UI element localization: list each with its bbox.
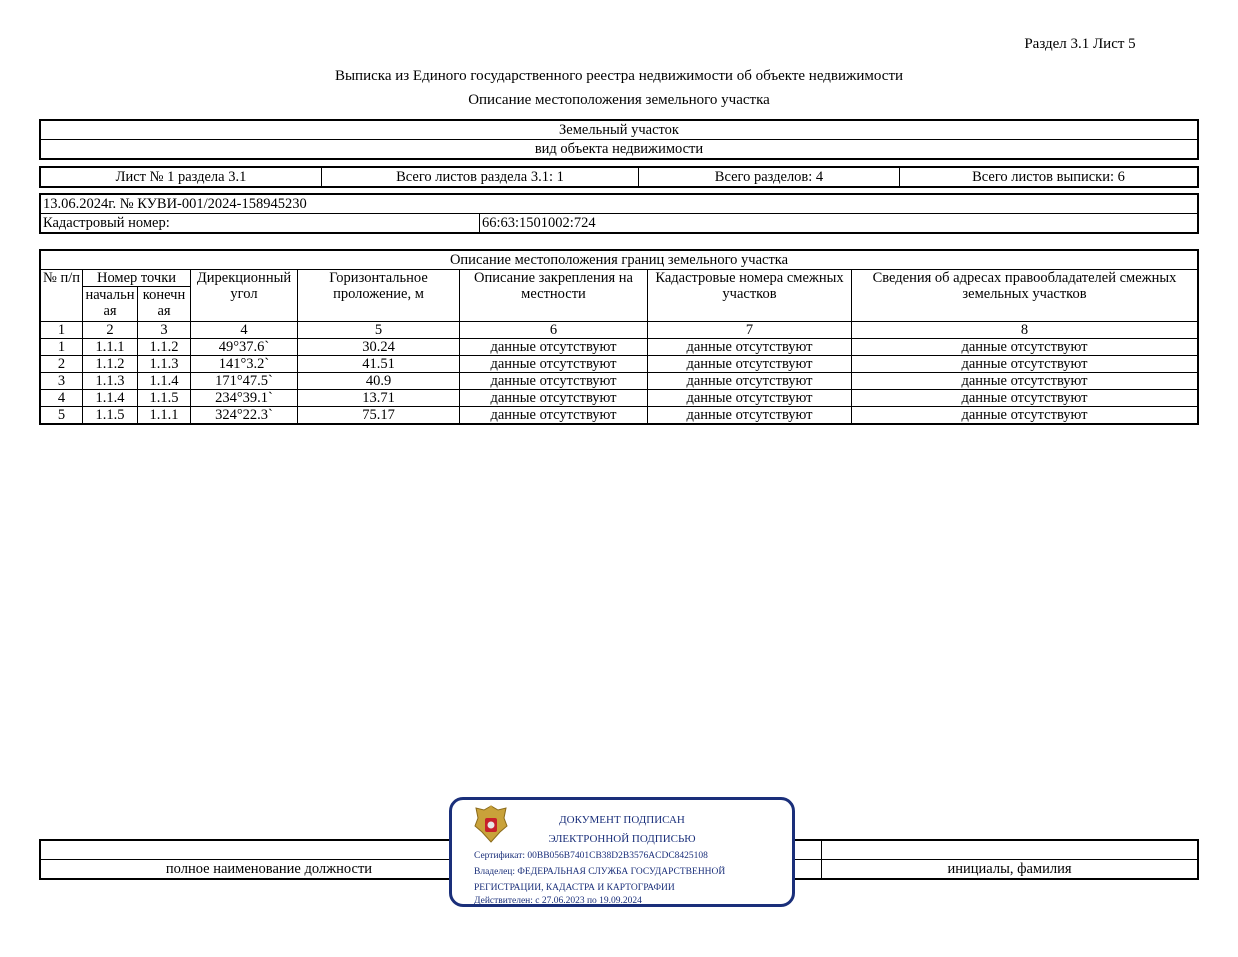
table-row bbox=[40, 373, 1198, 390]
col-number: 3 bbox=[138, 322, 191, 339]
cell: 49°37.6` bbox=[191, 339, 298, 356]
header-marking: Описание закрепления на местности bbox=[460, 270, 648, 322]
document-subtitle: Описание местоположения земельного участка bbox=[468, 92, 770, 108]
name-caption: инициалы, фамилия bbox=[822, 860, 1199, 880]
cell: данные отсутствуют bbox=[648, 407, 852, 425]
stamp-line1: ДОКУМЕНТ ПОДПИСАН bbox=[559, 814, 685, 826]
total-sections: Всего разделов: 4 bbox=[639, 167, 900, 187]
table-row bbox=[40, 339, 1198, 356]
cell: 1.1.4 bbox=[83, 390, 138, 407]
header-point: Номер точки bbox=[83, 270, 191, 287]
table-row bbox=[40, 390, 1198, 407]
stamp-valid: Действителен: с 27.06.2023 по 19.09.2024 bbox=[474, 896, 642, 906]
cell: данные отсутствуют bbox=[852, 390, 1199, 407]
header-num: № п/п bbox=[40, 270, 83, 322]
header-length: Горизонтальное проложение, м bbox=[298, 270, 460, 322]
total-sheets-extract: Всего листов выписки: 6 bbox=[900, 167, 1199, 187]
cell: 30.24 bbox=[298, 339, 460, 356]
stamp-certificate: Сертификат: 00BB056B7401CB38D2B3576ACDC8425108 bbox=[474, 851, 708, 861]
column-numbers-row bbox=[40, 322, 1198, 339]
cell: 1.1.5 bbox=[83, 407, 138, 425]
cell: 1.1.1 bbox=[138, 407, 191, 425]
cell: 75.17 bbox=[298, 407, 460, 425]
stamp-owner: Владелец: ФЕДЕРАЛЬНАЯ СЛУЖБА ГОСУДАРСТВЕННОЙ bbox=[474, 867, 726, 877]
cadastral-label: Кадастровый номер: bbox=[40, 214, 480, 234]
stamp-line2: ЭЛЕКТРОННОЙ ПОДПИСЬЮ bbox=[548, 833, 696, 845]
cell: 1.1.3 bbox=[138, 356, 191, 373]
cell: 1.1.3 bbox=[83, 373, 138, 390]
position-blank bbox=[40, 840, 498, 860]
col-number: 7 bbox=[648, 322, 852, 339]
col-number: 8 bbox=[852, 322, 1199, 339]
col-number: 1 bbox=[40, 322, 83, 339]
cell: данные отсутствуют bbox=[852, 373, 1199, 390]
cell: данные отсутствуют bbox=[460, 407, 648, 425]
cell: 4 bbox=[40, 390, 83, 407]
cell: 1.1.2 bbox=[138, 339, 191, 356]
date-number: 13.06.2024г. № КУВИ-001/2024-158945230 bbox=[40, 194, 1198, 214]
cell: 171°47.5` bbox=[191, 373, 298, 390]
cell: 1 bbox=[40, 339, 83, 356]
cell: 40.9 bbox=[298, 373, 460, 390]
cadastral-value: 66:63:1501002:724 bbox=[480, 214, 1199, 234]
boundaries-title: Описание местоположения границ земельного участка bbox=[40, 250, 1198, 270]
cell: данные отсутствуют bbox=[648, 390, 852, 407]
cell: 234°39.1` bbox=[191, 390, 298, 407]
header-start-point: начальн ая bbox=[83, 287, 138, 322]
cell: 1.1.2 bbox=[83, 356, 138, 373]
cell: 1.1.1 bbox=[83, 339, 138, 356]
cell: данные отсутствуют bbox=[460, 390, 648, 407]
table-row bbox=[40, 356, 1198, 373]
cell: 141°3.2` bbox=[191, 356, 298, 373]
header-end-point: конечн ая bbox=[138, 287, 191, 322]
name-blank bbox=[822, 840, 1199, 860]
cell: 41.51 bbox=[298, 356, 460, 373]
object-type-table bbox=[39, 119, 1199, 160]
cell: 1.1.4 bbox=[138, 373, 191, 390]
cell: данные отсутствуют bbox=[460, 356, 648, 373]
cell: 1.1.5 bbox=[138, 390, 191, 407]
header-angle: Дирекционный угол bbox=[191, 270, 298, 322]
cell: данные отсутствуют bbox=[460, 339, 648, 356]
object-type-caption: вид объекта недвижимости bbox=[40, 140, 1198, 160]
section-sheet-label: Раздел 3.1 Лист 5 bbox=[1024, 36, 1136, 52]
cell: данные отсутствуют bbox=[648, 373, 852, 390]
cell: 2 bbox=[40, 356, 83, 373]
cell: 3 bbox=[40, 373, 83, 390]
sheet-number: Лист № 1 раздела 3.1 bbox=[40, 167, 322, 187]
doc-info-table bbox=[39, 193, 1199, 234]
header-adjacent: Кадастровые номера смежных участков bbox=[648, 270, 852, 322]
table-row bbox=[40, 407, 1198, 425]
object-type: Земельный участок bbox=[40, 120, 1198, 140]
col-number: 6 bbox=[460, 322, 648, 339]
boundaries-table bbox=[39, 249, 1199, 425]
stamp-owner-2: РЕГИСТРАЦИИ, КАДАСТРА И КАРТОГРАФИИ bbox=[474, 883, 675, 893]
cell: данные отсутствуют bbox=[852, 407, 1199, 425]
col-number: 2 bbox=[83, 322, 138, 339]
cell: 324°22.3` bbox=[191, 407, 298, 425]
col-number: 4 bbox=[191, 322, 298, 339]
header-owners: Сведения об адресах правообладателей смежных земельных участков bbox=[852, 270, 1199, 322]
cell: данные отсутствуют bbox=[460, 373, 648, 390]
total-sheets-section: Всего листов раздела 3.1: 1 bbox=[322, 167, 639, 187]
col-number: 5 bbox=[298, 322, 460, 339]
cell: данные отсутствуют bbox=[648, 339, 852, 356]
cell: данные отсутствуют bbox=[852, 339, 1199, 356]
cell: данные отсутствуют bbox=[852, 356, 1199, 373]
document-title: Выписка из Единого государственного реестра недвижимости об объекте недвижимости bbox=[334, 68, 904, 84]
cell: 13.71 bbox=[298, 390, 460, 407]
electronic-signature-stamp bbox=[449, 797, 795, 907]
cell: 5 bbox=[40, 407, 83, 425]
position-caption: полное наименование должности bbox=[40, 860, 498, 880]
cell: данные отсутствуют bbox=[648, 356, 852, 373]
sheet-info-table bbox=[39, 166, 1199, 188]
